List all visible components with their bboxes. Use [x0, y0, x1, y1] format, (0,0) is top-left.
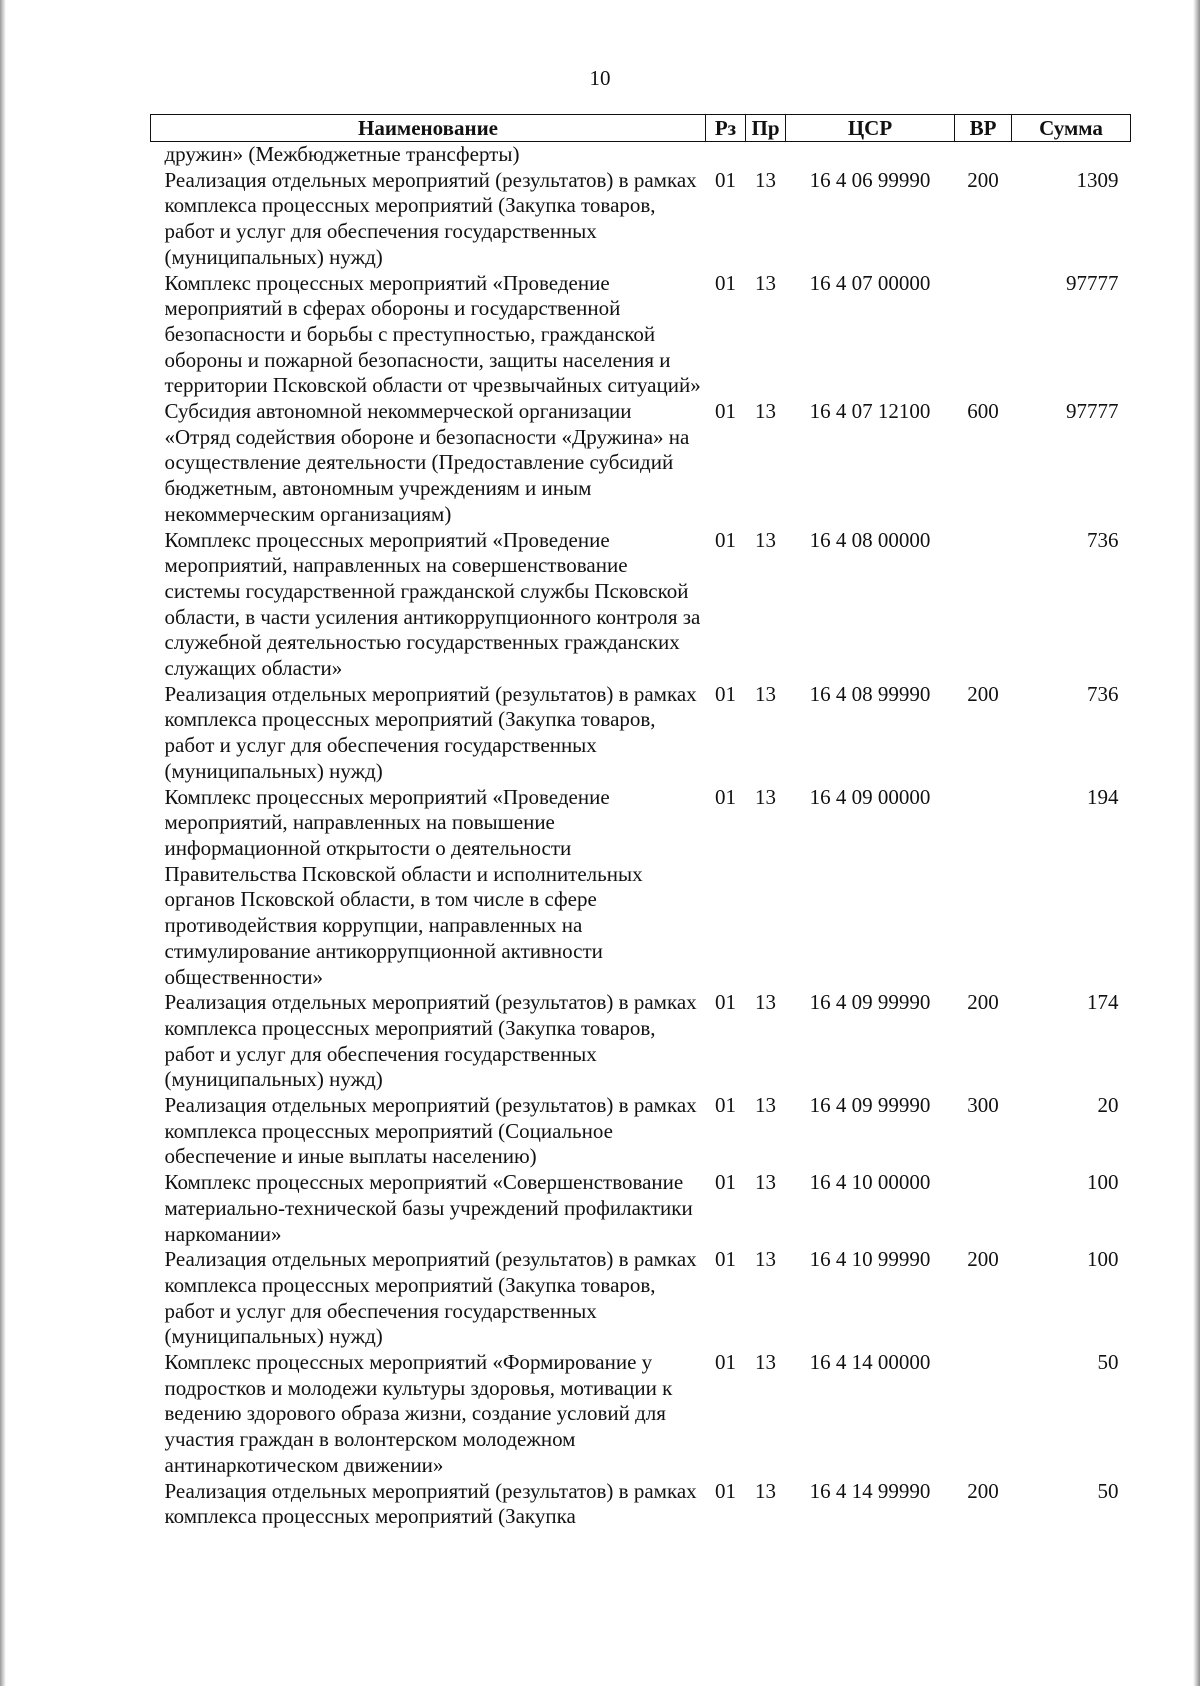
- table-row: [151, 168, 1131, 271]
- table-row: [151, 1247, 1131, 1350]
- cell-sum: 736: [1087, 527, 1119, 552]
- cell-rz: 01: [715, 990, 736, 1015]
- header-csr: ЦСР: [786, 115, 955, 142]
- cell-sum: 97777: [1066, 399, 1119, 424]
- cell-name: Реализация отдельных мероприятий (результатов) в рамках комплекса процессных мероприятий (Закупка: [164, 1478, 697, 1529]
- cell-csr: 16 4 10 99990: [809, 1247, 931, 1272]
- table-row: [151, 528, 1131, 682]
- cell-pr: 13: [755, 270, 776, 295]
- cell-sum: 97777: [1066, 270, 1119, 295]
- cell-sum: 174: [1087, 990, 1119, 1015]
- cell-vr: 200: [967, 1247, 999, 1272]
- cell-sum: 100: [1087, 1247, 1119, 1272]
- scan-edge-left: [0, 0, 6, 1686]
- cell-pr: 13: [755, 1350, 776, 1375]
- cell-sum: 1309: [1076, 167, 1119, 192]
- cell-name: Реализация отдельных мероприятий (результатов) в рамках комплекса процессных мероприятий (Закупка товаров, работ и услуг для обеспечения государственных (муниципальных) нужд): [164, 681, 697, 783]
- header-row: [151, 115, 1131, 142]
- cell-name: Комплекс процессных мероприятий «Проведение мероприятий, направленных на совершенствование системы государственной гражданской службы Псковской области, в части усиления антикоррупционного контроля за служебной деятельностью государственных гражданских служащих области»: [164, 527, 701, 681]
- cell-sum: 736: [1087, 681, 1119, 706]
- cell-csr: 16 4 10 00000: [809, 1170, 931, 1195]
- cell-csr: 16 4 09 00000: [809, 784, 931, 809]
- table-row: [151, 271, 1131, 400]
- cell-rz: 01: [715, 1350, 736, 1375]
- cell-sum: 50: [1097, 1350, 1119, 1375]
- cell-vr: [955, 1170, 1012, 1247]
- table-row: [151, 785, 1131, 991]
- cell-pr: 13: [755, 1247, 776, 1272]
- cell-rz: 01: [715, 167, 736, 192]
- cell-pr: 13: [755, 1093, 776, 1118]
- cell-rz: 01: [715, 784, 736, 809]
- cell-vr: 200: [967, 681, 999, 706]
- cell-csr: 16 4 07 00000: [809, 270, 931, 295]
- cell-name: Комплекс процессных мероприятий «Совершенствование материально-технической базы учреждений профилактики наркомании»: [164, 1170, 693, 1246]
- cell-sum: 100: [1087, 1170, 1119, 1195]
- cell-vr: 200: [967, 1478, 999, 1503]
- cell-name: Реализация отдельных мероприятий (результатов) в рамках комплекса процессных мероприятий (Закупка товаров, работ и услуг для обеспечения государственных (муниципальных) нужд): [164, 167, 697, 269]
- cell-pr: 13: [755, 990, 776, 1015]
- cell-name: Комплекс процессных мероприятий «Проведение мероприятий в сферах обороны и государственной безопасности и борьбы с преступностью, гражданской обороны и пожарной безопасности, защиты населения и территории Псковской области от чрезвычайных ситуаций»: [164, 270, 701, 398]
- table-row: [151, 1170, 1131, 1247]
- cell-pr: 13: [755, 1170, 776, 1195]
- table-header: [151, 115, 1131, 142]
- cell-csr: 16 4 08 99990: [809, 681, 931, 706]
- cell-rz: 01: [715, 1093, 736, 1118]
- cell-pr: 13: [755, 784, 776, 809]
- cell-sum: 194: [1087, 784, 1119, 809]
- table-row: [151, 142, 1131, 168]
- table-row: [151, 1479, 1131, 1530]
- cell-csr: 16 4 07 12100: [809, 399, 931, 424]
- cell-csr: 16 4 06 99990: [809, 167, 931, 192]
- cell-rz: 01: [715, 1170, 736, 1195]
- cell-vr: 600: [967, 399, 999, 424]
- cell-csr: 16 4 14 99990: [809, 1478, 931, 1503]
- cell-rz: [706, 142, 746, 168]
- cell-vr: 200: [967, 990, 999, 1015]
- header-pr: Пр: [746, 115, 786, 142]
- cell-sum: 50: [1097, 1478, 1119, 1503]
- cell-pr: 13: [755, 399, 776, 424]
- header-sum: Сумма: [1012, 115, 1131, 142]
- cell-rz: 01: [715, 399, 736, 424]
- cell-vr: 300: [967, 1093, 999, 1118]
- cell-csr: 16 4 14 00000: [809, 1350, 931, 1375]
- cell-vr: [955, 785, 1012, 991]
- cell-pr: 13: [755, 167, 776, 192]
- cell-pr: 13: [755, 1478, 776, 1503]
- cell-name: Субсидия автономной некоммерческой организации «Отряд содействия обороне и безопасности «Дружина» на осуществление деятельности (Предоставление субсидий бюджетным, автономным учреждениям и иным некоммерческим организациям): [164, 399, 690, 526]
- cell-vr: [955, 271, 1012, 400]
- cell-sum: 20: [1097, 1093, 1119, 1118]
- cell-name: дружин» (Межбюджетные трансферты): [164, 142, 520, 166]
- table-body: [151, 142, 1131, 1530]
- cell-name: Комплекс процессных мероприятий «Формирование у подростков и молодежи культуры здоровья, мотивации к ведению здорового образа жизни, создание условий для участия граждан в волонтерском молодежном антинаркотическом движении»: [164, 1350, 673, 1477]
- cell-name: Реализация отдельных мероприятий (результатов) в рамках комплекса процессных мероприятий (Социальное обеспечение и иные выплаты населению): [164, 1093, 697, 1169]
- cell-vr: [955, 528, 1012, 682]
- cell-rz: 01: [715, 527, 736, 552]
- page-number: 10: [589, 66, 611, 90]
- cell-name: Комплекс процессных мероприятий «Проведение мероприятий, направленных на повышение информационной открытости о деятельности Правительства Псковской области и исполнительных органов Псковской области, в том числе в сфере противодействия коррупции, направленных на стимулирование антикоррупционной активности общественности»: [164, 784, 643, 989]
- header-rz: Рз: [706, 115, 746, 142]
- header-name: Наименование: [151, 115, 706, 142]
- table-row: [151, 990, 1131, 1093]
- cell-vr: [955, 142, 1012, 168]
- cell-name: Реализация отдельных мероприятий (результатов) в рамках комплекса процессных мероприятий (Закупка товаров, работ и услуг для обеспечения государственных (муниципальных) нужд): [164, 990, 697, 1092]
- cell-rz: 01: [715, 270, 736, 295]
- table-row: [151, 1350, 1131, 1479]
- cell-csr: 16 4 09 99990: [809, 1093, 931, 1118]
- cell-rz: 01: [715, 1247, 736, 1272]
- cell-pr: [746, 142, 786, 168]
- cell-vr: [955, 1350, 1012, 1479]
- cell-rz: 01: [715, 1478, 736, 1503]
- cell-pr: 13: [755, 681, 776, 706]
- cell-vr: 200: [967, 167, 999, 192]
- cell-sum: [1012, 142, 1131, 168]
- cell-pr: 13: [755, 527, 776, 552]
- table-row: [151, 399, 1131, 528]
- cell-csr: 16 4 09 99990: [809, 990, 931, 1015]
- cell-name: Реализация отдельных мероприятий (результатов) в рамках комплекса процессных мероприятий (Закупка товаров, работ и услуг для обеспечения государственных (муниципальных) нужд): [164, 1247, 697, 1349]
- scan-edge-right: [1193, 0, 1200, 1686]
- cell-csr: [786, 142, 955, 168]
- header-vr: ВР: [955, 115, 1012, 142]
- budget-table: [150, 114, 1131, 1530]
- cell-csr: 16 4 08 00000: [809, 527, 931, 552]
- table-row: [151, 1093, 1131, 1170]
- table-row: [151, 682, 1131, 785]
- cell-rz: 01: [715, 681, 736, 706]
